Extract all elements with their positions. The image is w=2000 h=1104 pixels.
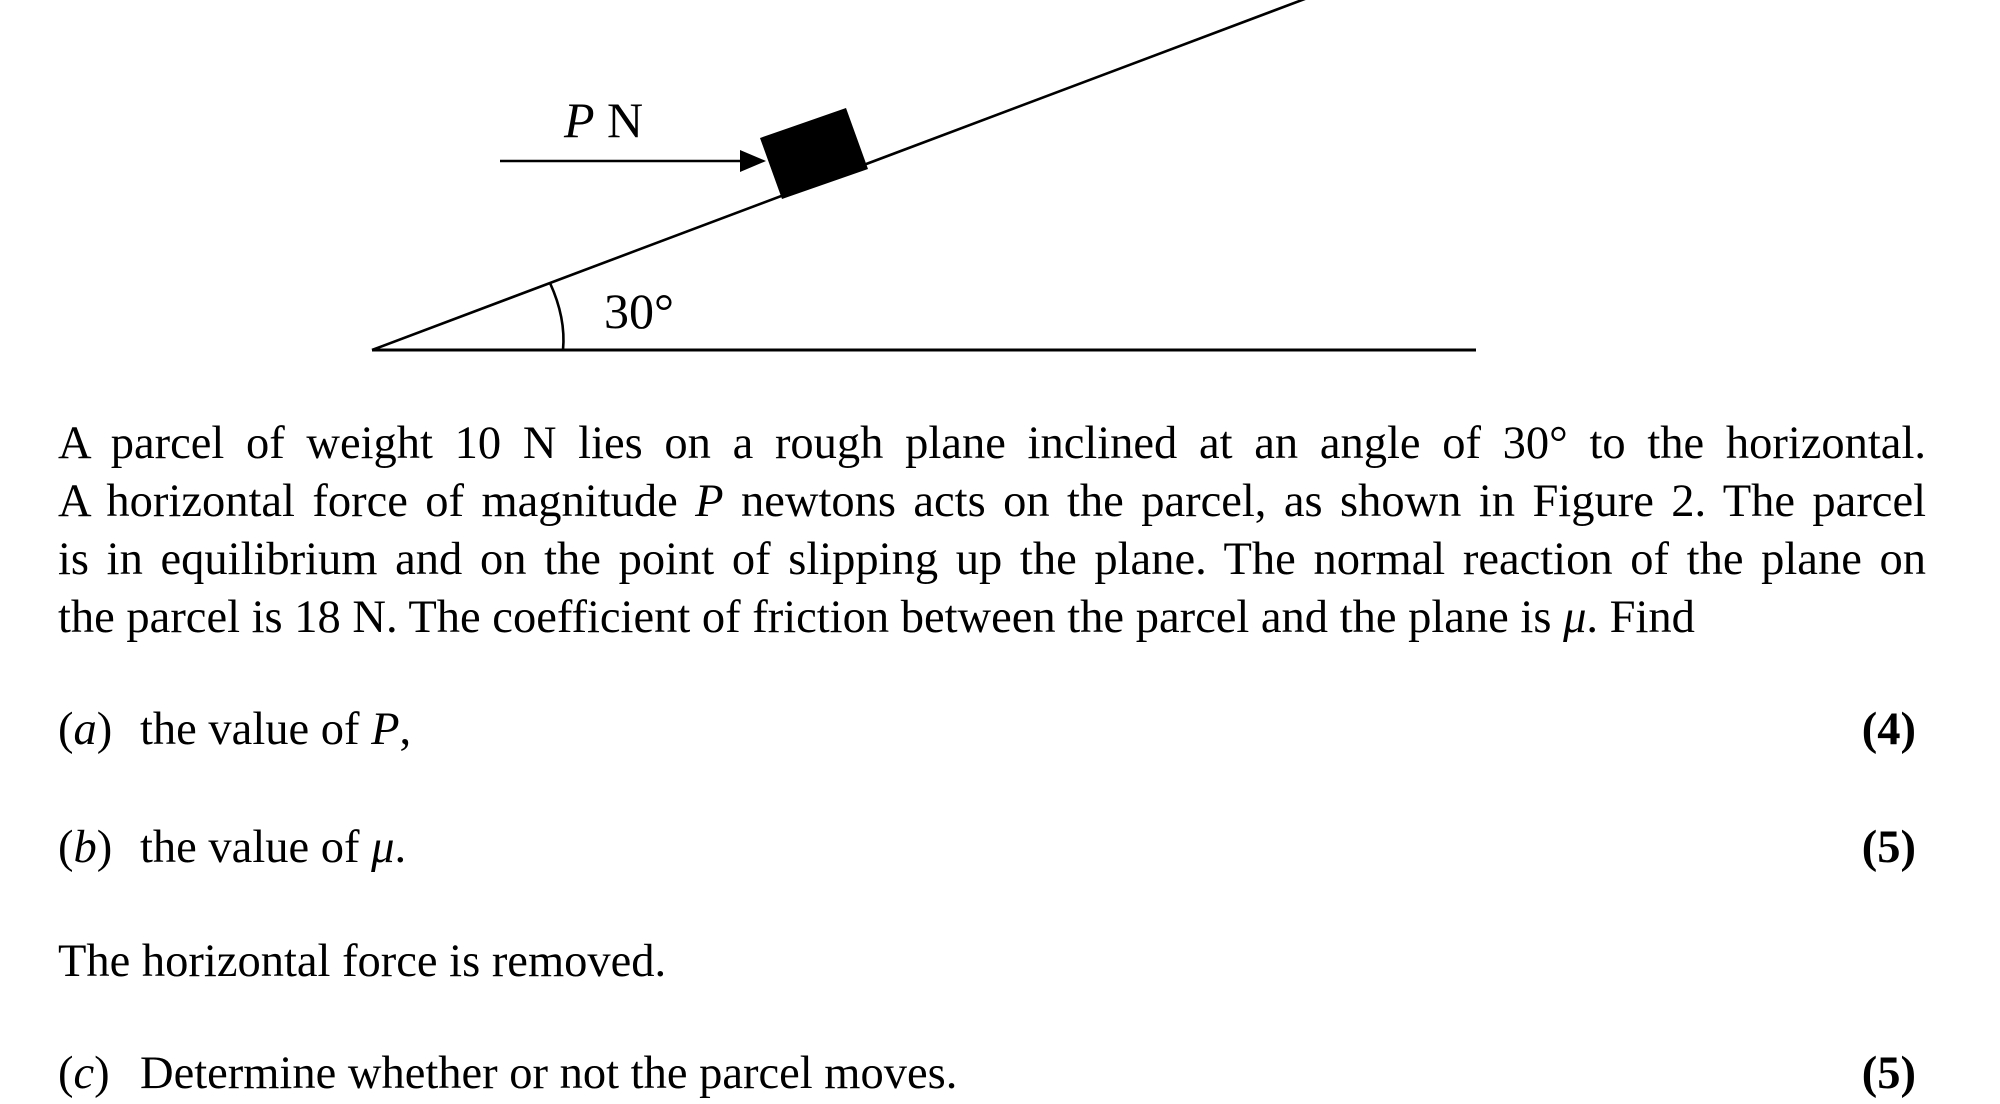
stem-line-2-symbol: P: [695, 476, 724, 527]
part-c-text: [140, 1044, 957, 1104]
stem-line-2-a: A horizontal force of magnitude: [58, 476, 696, 527]
part-b-text-a: the value of: [140, 822, 372, 873]
part-c-text-a: Determine whether or not the parcel moves.: [140, 1048, 958, 1099]
part-b-label: [58, 818, 112, 878]
stem-line-2: [58, 473, 1926, 531]
stem-line-4-b: . Find: [1586, 592, 1695, 643]
part-b-open-paren: (: [58, 822, 74, 873]
part-b-text: [140, 818, 406, 878]
part-b-text-b: .: [394, 822, 407, 873]
part-a-label: [58, 700, 112, 760]
part-a-text: [140, 700, 411, 760]
stem-line-3: is in equilibrium and on the point of slipping up the plane. The normal reaction of the plane on: [58, 534, 1926, 585]
part-a-close-paren: ): [96, 704, 113, 755]
stem-line-4-symbol: μ: [1563, 592, 1587, 643]
part-a-marks: (4): [1861, 704, 1916, 755]
part-a-text-b: ,: [399, 704, 412, 755]
question-part-c: [58, 1044, 1916, 1104]
force-label-unit: N: [607, 92, 644, 148]
force-label-symbol: P: [564, 92, 595, 148]
question-part-a: [58, 700, 1916, 760]
force-arrow-head: [740, 150, 766, 172]
part-b-symbol: μ: [371, 822, 395, 873]
part-c-close-paren: ): [94, 1048, 110, 1099]
force-label-space: [595, 92, 608, 148]
part-c-letter: c: [73, 1048, 95, 1099]
part-a-letter: a: [73, 704, 97, 755]
inclined-plane-figure: [0, 0, 2000, 380]
removal-statement: The horizontal force is removed.: [58, 936, 667, 987]
angle-label: 30°: [604, 283, 674, 339]
part-a-open-paren: (: [58, 704, 74, 755]
part-c-marks: (5): [1861, 1048, 1916, 1099]
stem-line-1: A parcel of weight 10 N lies on a rough plane inclined at an angle of 30° to the horizontal.: [58, 418, 1926, 469]
force-label: [563, 92, 643, 148]
question-part-b: [58, 818, 1916, 878]
part-a-symbol: P: [371, 704, 400, 755]
part-b-marks: (5): [1861, 822, 1916, 873]
part-b-letter: b: [73, 822, 97, 873]
stem-line-2-b: newtons acts on the parcel, as shown in Figure 2. The parcel: [723, 476, 1926, 527]
angle-arc: [550, 283, 563, 350]
stem-line-4-a: the parcel is 18 N. The coefficient of friction between the parcel and the plane is: [58, 592, 1564, 643]
part-b-close-paren: ): [96, 822, 113, 873]
part-c-label: [58, 1044, 110, 1104]
stem-line-4: [58, 589, 1926, 647]
parcel-block: [760, 108, 868, 199]
part-a-text-a: the value of: [140, 704, 372, 755]
question-stem: [58, 415, 1926, 647]
part-c-open-paren: (: [58, 1048, 74, 1099]
